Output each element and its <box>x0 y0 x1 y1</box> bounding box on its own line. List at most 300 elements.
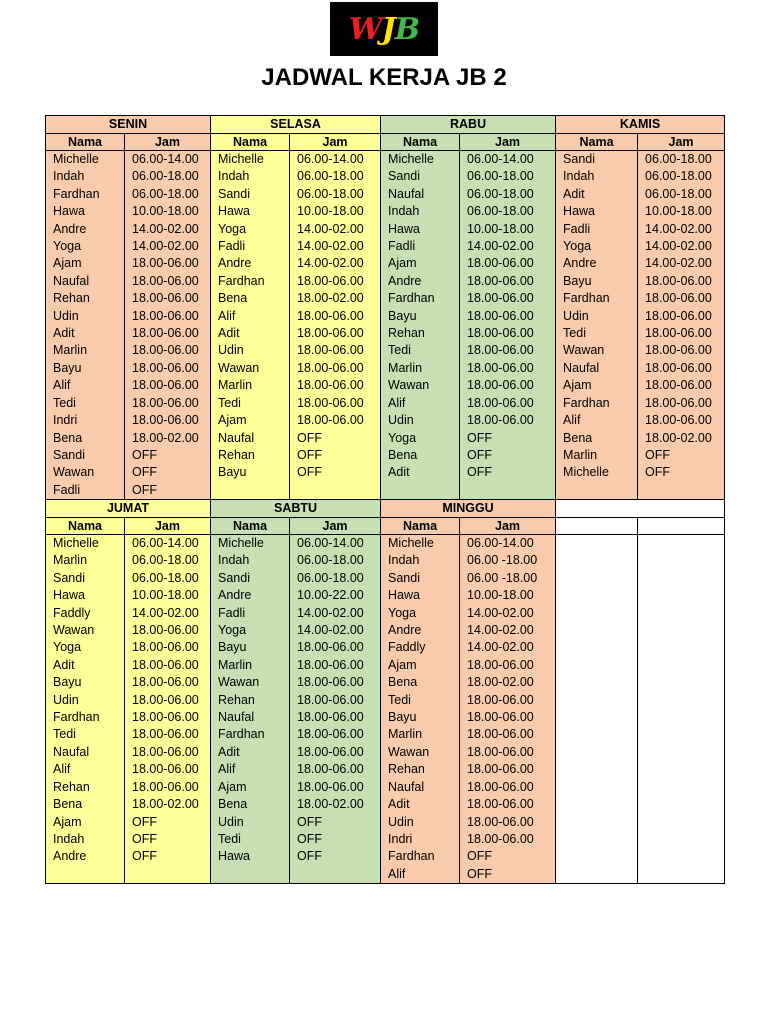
shift-hours <box>460 482 556 500</box>
shift-hours: 18.00-06.00 <box>125 744 211 761</box>
shift-hours: 18.00-06.00 <box>125 692 211 709</box>
employee-name: Bena <box>211 796 290 813</box>
shift-hours: 14.00-02.00 <box>460 622 556 639</box>
employee-name: Sandi <box>381 570 460 587</box>
employee-name: Sandi <box>46 570 125 587</box>
shift-hours: OFF <box>460 447 556 464</box>
shift-hours: 06.00-18.00 <box>290 168 381 185</box>
employee-name: Hawa <box>381 587 460 604</box>
logo-letter: J <box>381 11 395 47</box>
employee-name: Fardhan <box>381 290 460 307</box>
employee-name <box>556 605 638 622</box>
shift-hours: 18.00-06.00 <box>290 360 381 377</box>
employee-name: Fadli <box>381 238 460 255</box>
employee-name: Andre <box>46 848 125 865</box>
shift-hours: 10.00-18.00 <box>638 203 725 220</box>
employee-name: Tedi <box>211 395 290 412</box>
employee-name: Adit <box>556 186 638 203</box>
employee-name: Yoga <box>381 430 460 447</box>
shift-hours: 18.00-06.00 <box>460 290 556 307</box>
shift-hours: 06.00-14.00 <box>290 535 381 553</box>
shift-hours: OFF <box>125 831 211 848</box>
employee-name: Yoga <box>46 639 125 656</box>
employee-name: Michelle <box>381 535 460 553</box>
shift-hours: 14.00-02.00 <box>290 605 381 622</box>
employee-name: Fardhan <box>556 395 638 412</box>
table-row <box>46 779 725 796</box>
shift-hours: 18.00-06.00 <box>125 622 211 639</box>
shift-hours: 14.00-02.00 <box>290 255 381 272</box>
shift-hours: 18.00-06.00 <box>125 726 211 743</box>
shift-hours: 18.00-06.00 <box>290 377 381 394</box>
column-header-name: Nama <box>381 134 460 151</box>
page-title: JADWAL KERJA JB 2 <box>261 64 507 91</box>
shift-hours: 06.00-18.00 <box>125 570 211 587</box>
table-row <box>46 814 725 831</box>
employee-name: Rehan <box>381 325 460 342</box>
shift-hours <box>638 779 725 796</box>
employee-name: Sandi <box>556 151 638 169</box>
shift-hours <box>638 587 725 604</box>
employee-name: Michelle <box>556 464 638 481</box>
table-row <box>46 273 725 290</box>
shift-hours: 18.00-06.00 <box>460 308 556 325</box>
shift-hours: OFF <box>460 866 556 884</box>
shift-hours: 06.00-18.00 <box>125 552 211 569</box>
shift-hours: OFF <box>290 464 381 481</box>
employee-name: Adit <box>211 744 290 761</box>
shift-hours <box>638 709 725 726</box>
shift-hours: 18.00-06.00 <box>638 412 725 429</box>
table-row <box>46 674 725 691</box>
employee-name <box>211 482 290 500</box>
shift-hours: OFF <box>638 447 725 464</box>
shift-hours: 18.00-02.00 <box>460 674 556 691</box>
column-header-time: Jam <box>290 518 381 535</box>
shift-hours: 18.00-06.00 <box>460 796 556 813</box>
employee-name: Fardhan <box>556 290 638 307</box>
employee-name: Sandi <box>211 186 290 203</box>
shift-hours <box>638 657 725 674</box>
table-row <box>46 622 725 639</box>
employee-name: Sandi <box>211 570 290 587</box>
table-row <box>46 308 725 325</box>
schedule-table-bottom <box>45 499 725 884</box>
day-header: MINGGU <box>381 500 556 518</box>
employee-name: Andre <box>381 273 460 290</box>
shift-hours: 18.00-06.00 <box>638 308 725 325</box>
employee-name: Fardhan <box>211 726 290 743</box>
employee-name: Andre <box>211 255 290 272</box>
column-header-time: Jam <box>290 134 381 151</box>
shift-hours: 18.00-06.00 <box>460 377 556 394</box>
shift-hours: 18.00-06.00 <box>290 325 381 342</box>
employee-name: Indah <box>381 203 460 220</box>
shift-hours: OFF <box>290 430 381 447</box>
employee-name: Adit <box>46 325 125 342</box>
employee-name <box>556 761 638 778</box>
employee-name: Marlin <box>381 360 460 377</box>
shift-hours: 06.00-18.00 <box>460 203 556 220</box>
shift-hours: OFF <box>125 848 211 865</box>
column-header-name: Nama <box>211 518 290 535</box>
employee-name: Naufal <box>211 709 290 726</box>
shift-hours <box>638 796 725 813</box>
shift-hours: 18.00-06.00 <box>638 342 725 359</box>
shift-hours: 06.00-18.00 <box>125 168 211 185</box>
employee-name: Faddly <box>46 605 125 622</box>
shift-hours: 14.00-02.00 <box>460 605 556 622</box>
employee-name <box>211 866 290 884</box>
day-header: SENIN <box>46 116 211 134</box>
shift-hours: 18.00-06.00 <box>460 657 556 674</box>
shift-hours <box>638 552 725 569</box>
employee-name: Ajam <box>46 255 125 272</box>
shift-hours: 06.00-18.00 <box>638 186 725 203</box>
shift-hours: 18.00-06.00 <box>290 709 381 726</box>
shift-hours: 06.00-18.00 <box>290 186 381 203</box>
shift-hours: 06.00-18.00 <box>638 151 725 169</box>
employee-name: Bayu <box>46 360 125 377</box>
table-row <box>46 377 725 394</box>
employee-name <box>556 866 638 884</box>
employee-name: Udin <box>46 308 125 325</box>
shift-hours: 14.00-02.00 <box>460 639 556 656</box>
shift-hours: 18.00-06.00 <box>125 761 211 778</box>
employee-name: Udin <box>381 412 460 429</box>
employee-name: Indah <box>381 552 460 569</box>
shift-hours: 18.00-06.00 <box>638 273 725 290</box>
employee-name: Marlin <box>46 342 125 359</box>
shift-hours: 18.00-06.00 <box>460 761 556 778</box>
logo-text <box>349 12 419 47</box>
column-header-time: Jam <box>638 134 725 151</box>
employee-name: Fadli <box>556 221 638 238</box>
employee-name: Wawan <box>46 464 125 481</box>
employee-name <box>556 639 638 656</box>
shift-hours: 18.00-06.00 <box>125 639 211 656</box>
shift-hours: 06.00-18.00 <box>460 168 556 185</box>
employee-name: Fardhan <box>211 273 290 290</box>
employee-name: Udin <box>46 692 125 709</box>
shift-hours: 18.00-06.00 <box>460 325 556 342</box>
shift-hours: 18.00-02.00 <box>290 796 381 813</box>
employee-name: Tedi <box>46 395 125 412</box>
employee-name: Naufal <box>46 273 125 290</box>
employee-name: Bayu <box>211 639 290 656</box>
employee-name: Wawan <box>46 622 125 639</box>
employee-name <box>556 587 638 604</box>
shift-hours: 06.00-18.00 <box>638 168 725 185</box>
employee-name: Ajam <box>381 657 460 674</box>
employee-name: Marlin <box>211 377 290 394</box>
shift-hours: 10.00-18.00 <box>125 203 211 220</box>
shift-hours: 18.00-06.00 <box>125 273 211 290</box>
employee-name: Fardhan <box>381 848 460 865</box>
shift-hours: 14.00-02.00 <box>125 238 211 255</box>
employee-name <box>556 848 638 865</box>
employee-name: Ajam <box>556 377 638 394</box>
employee-name: Ajam <box>211 412 290 429</box>
employee-name: Hawa <box>381 221 460 238</box>
table-row <box>46 255 725 272</box>
day-header: SELASA <box>211 116 381 134</box>
shift-hours: 18.00-06.00 <box>125 360 211 377</box>
employee-name: Udin <box>211 814 290 831</box>
shift-hours: 18.00-02.00 <box>290 290 381 307</box>
shift-hours: OFF <box>460 848 556 865</box>
employee-name: Hawa <box>211 848 290 865</box>
employee-name: Yoga <box>381 605 460 622</box>
shift-hours: 18.00-06.00 <box>290 692 381 709</box>
shift-hours: 18.00-06.00 <box>460 744 556 761</box>
employee-name: Michelle <box>46 151 125 169</box>
shift-hours: 18.00-06.00 <box>290 412 381 429</box>
employee-name: Marlin <box>381 726 460 743</box>
shift-hours: 18.00-06.00 <box>290 779 381 796</box>
shift-hours: 18.00-06.00 <box>125 377 211 394</box>
shift-hours: 18.00-06.00 <box>125 290 211 307</box>
employee-name: Naufal <box>556 360 638 377</box>
shift-hours <box>638 482 725 500</box>
employee-name: Hawa <box>211 203 290 220</box>
shift-hours: 18.00-06.00 <box>290 639 381 656</box>
table-row <box>46 203 725 220</box>
column-header-name: Nama <box>556 134 638 151</box>
shift-hours <box>638 570 725 587</box>
shift-hours: 06.00-14.00 <box>290 151 381 169</box>
table-row <box>46 605 725 622</box>
employee-name <box>556 657 638 674</box>
shift-hours: OFF <box>460 464 556 481</box>
shift-hours: 18.00-06.00 <box>125 395 211 412</box>
employee-name: Naufal <box>381 779 460 796</box>
shift-hours: 18.00-06.00 <box>290 674 381 691</box>
shift-hours: OFF <box>125 464 211 481</box>
shift-hours: 18.00-06.00 <box>460 255 556 272</box>
employee-name: Bena <box>46 430 125 447</box>
table-row <box>46 464 725 481</box>
shift-hours: 18.00-02.00 <box>125 430 211 447</box>
employee-name: Michelle <box>211 151 290 169</box>
table-row <box>46 796 725 813</box>
employee-name: Yoga <box>211 221 290 238</box>
day-header: SABTU <box>211 500 381 518</box>
employee-name <box>556 692 638 709</box>
table-row <box>46 186 725 203</box>
shift-hours: 18.00-06.00 <box>460 273 556 290</box>
shift-hours: 06.00-14.00 <box>460 535 556 553</box>
shift-hours: 18.00-06.00 <box>290 657 381 674</box>
shift-hours: 18.00-06.00 <box>460 726 556 743</box>
column-header-name <box>556 518 638 535</box>
column-header-name: Nama <box>46 134 125 151</box>
shift-hours: 18.00-06.00 <box>125 709 211 726</box>
shift-hours: 18.00-06.00 <box>125 255 211 272</box>
table-row <box>46 639 725 656</box>
shift-hours: 14.00-02.00 <box>290 221 381 238</box>
employee-name: Wawan <box>211 360 290 377</box>
shift-hours <box>638 814 725 831</box>
shift-hours: 06.00-18.00 <box>125 186 211 203</box>
schedule-table-top <box>45 115 725 500</box>
employee-name: Bena <box>556 430 638 447</box>
employee-name: Rehan <box>211 692 290 709</box>
employee-name <box>556 535 638 553</box>
table-row <box>46 151 725 169</box>
shift-hours: 18.00-06.00 <box>125 308 211 325</box>
table-row <box>46 692 725 709</box>
column-header-name: Nama <box>381 518 460 535</box>
employee-name: Rehan <box>46 779 125 796</box>
table-row <box>46 221 725 238</box>
employee-name: Alif <box>46 377 125 394</box>
shift-hours: 10.00-18.00 <box>125 587 211 604</box>
shift-hours: OFF <box>638 464 725 481</box>
shift-hours: 18.00-06.00 <box>460 360 556 377</box>
employee-name <box>46 866 125 884</box>
shift-hours: 06.00-14.00 <box>125 151 211 169</box>
employee-name: Andre <box>381 622 460 639</box>
shift-hours: 18.00-06.00 <box>290 273 381 290</box>
day-header: RABU <box>381 116 556 134</box>
employee-name: Bena <box>381 447 460 464</box>
table-row <box>46 342 725 359</box>
shift-hours: 18.00-06.00 <box>125 325 211 342</box>
shift-hours: 06.00-18.00 <box>290 570 381 587</box>
employee-name <box>556 814 638 831</box>
shift-hours: OFF <box>290 848 381 865</box>
employee-name <box>556 482 638 500</box>
employee-name: Alif <box>211 761 290 778</box>
employee-name: Marlin <box>211 657 290 674</box>
employee-name: Bena <box>381 674 460 691</box>
day-header <box>556 500 725 518</box>
employee-name: Tedi <box>46 726 125 743</box>
shift-hours <box>638 535 725 553</box>
table-row <box>46 744 725 761</box>
shift-hours: 06.00 -18.00 <box>460 570 556 587</box>
column-header-time: Jam <box>125 518 211 535</box>
employee-name: Adit <box>46 657 125 674</box>
employee-name: Fardhan <box>46 709 125 726</box>
shift-hours <box>638 639 725 656</box>
employee-name: Andre <box>46 221 125 238</box>
employee-name: Hawa <box>46 203 125 220</box>
employee-name: Michelle <box>46 535 125 553</box>
shift-hours: 14.00-02.00 <box>638 221 725 238</box>
employee-name <box>556 622 638 639</box>
table-row <box>46 238 725 255</box>
table-row <box>46 430 725 447</box>
employee-name: Indah <box>211 168 290 185</box>
employee-name: Wawan <box>381 744 460 761</box>
shift-hours: 18.00-06.00 <box>290 726 381 743</box>
shift-hours: OFF <box>290 814 381 831</box>
shift-hours: 18.00-06.00 <box>290 744 381 761</box>
shift-hours <box>290 482 381 500</box>
table-row <box>46 570 725 587</box>
shift-hours <box>638 831 725 848</box>
employee-name <box>556 709 638 726</box>
shift-hours: 18.00-06.00 <box>460 692 556 709</box>
employee-name <box>556 726 638 743</box>
logo-letter: W <box>348 11 382 47</box>
employee-name: Bayu <box>46 674 125 691</box>
shift-hours: 14.00-02.00 <box>125 221 211 238</box>
employee-name <box>556 831 638 848</box>
employee-name: Udin <box>381 814 460 831</box>
employee-name: Tedi <box>381 342 460 359</box>
shift-hours: 14.00-02.00 <box>638 255 725 272</box>
column-header-name: Nama <box>211 134 290 151</box>
employee-name: Bayu <box>381 709 460 726</box>
employee-name: Indri <box>381 831 460 848</box>
employee-name: Alif <box>211 308 290 325</box>
shift-hours <box>290 866 381 884</box>
shift-hours: 18.00-06.00 <box>125 412 211 429</box>
shift-hours: 18.00-06.00 <box>290 395 381 412</box>
employee-name: Fardhan <box>46 186 125 203</box>
shift-hours: 18.00-06.00 <box>638 290 725 307</box>
employee-name: Tedi <box>381 692 460 709</box>
employee-name: Bena <box>211 290 290 307</box>
shift-hours: 18.00-06.00 <box>638 395 725 412</box>
table-row <box>46 325 725 342</box>
employee-name: Wawan <box>381 377 460 394</box>
shift-hours: 18.00-06.00 <box>460 831 556 848</box>
employee-name: Andre <box>211 587 290 604</box>
shift-hours: 18.00-06.00 <box>290 342 381 359</box>
employee-name <box>556 796 638 813</box>
shift-hours <box>638 692 725 709</box>
column-header-name: Nama <box>46 518 125 535</box>
employee-name: Bena <box>46 796 125 813</box>
employee-name <box>556 570 638 587</box>
employee-name: Rehan <box>46 290 125 307</box>
employee-name: Marlin <box>556 447 638 464</box>
employee-name: Tedi <box>556 325 638 342</box>
shift-hours: OFF <box>125 447 211 464</box>
shift-hours: OFF <box>290 447 381 464</box>
employee-name: Yoga <box>211 622 290 639</box>
shift-hours: 06.00 -18.00 <box>460 552 556 569</box>
employee-name: Indah <box>46 831 125 848</box>
employee-name: Rehan <box>211 447 290 464</box>
shift-hours: 18.00-02.00 <box>125 796 211 813</box>
employee-name: Indah <box>211 552 290 569</box>
table-row <box>46 552 725 569</box>
employee-name: Sandi <box>46 447 125 464</box>
column-header-time: Jam <box>125 134 211 151</box>
shift-hours: 18.00-06.00 <box>290 761 381 778</box>
employee-name: Wawan <box>211 674 290 691</box>
column-header-time: Jam <box>460 518 556 535</box>
shift-hours: OFF <box>125 814 211 831</box>
shift-hours: 18.00-06.00 <box>125 657 211 674</box>
shift-hours: 18.00-06.00 <box>460 709 556 726</box>
table-row <box>46 535 725 553</box>
day-header: JUMAT <box>46 500 211 518</box>
shift-hours <box>638 848 725 865</box>
table-row <box>46 709 725 726</box>
shift-hours <box>125 866 211 884</box>
shift-hours: 18.00-06.00 <box>460 342 556 359</box>
shift-hours: 18.00-06.00 <box>125 674 211 691</box>
employee-name: Andre <box>556 255 638 272</box>
table-row <box>46 447 725 464</box>
employee-name: Michelle <box>381 151 460 169</box>
